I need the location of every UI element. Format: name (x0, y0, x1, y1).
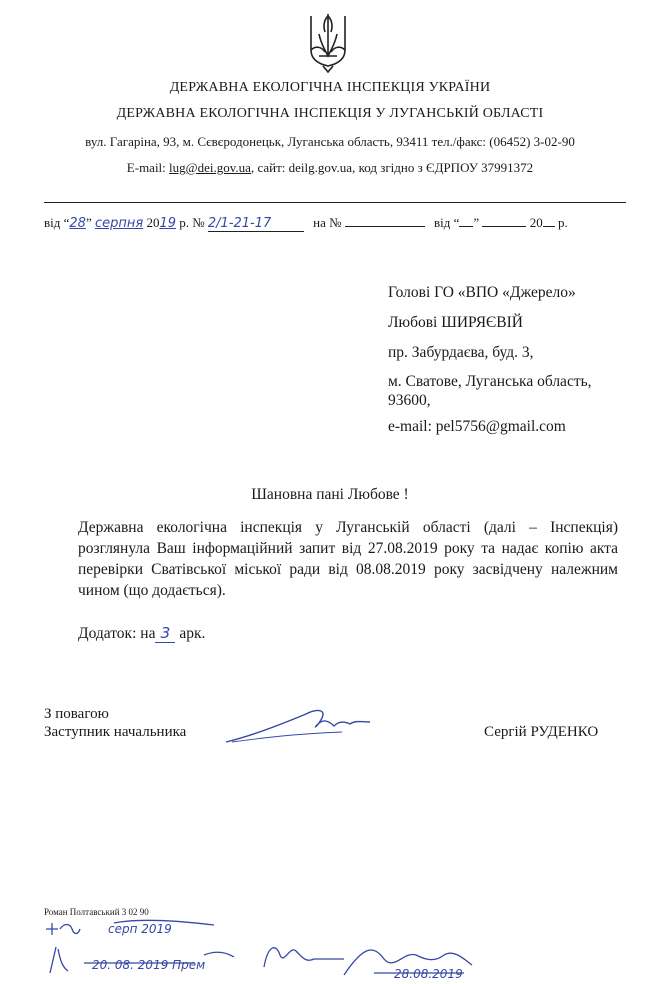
ref-from2-label: від “ (434, 215, 460, 230)
addressee-title: Голові ГО «ВПО «Джерело» (388, 284, 576, 301)
ref-month: серпня (94, 216, 144, 231)
greeting: Шановна пані Любове ! (251, 486, 409, 503)
contacts-suffix: , сайт: deilg.gov.ua, код згідно з ЄДРПОУ 37991372 (250, 160, 534, 175)
svg-text:20. 08. 2019 Прем: 20. 08. 2019 Прем (92, 958, 206, 972)
trident-emblem-icon (305, 10, 351, 76)
ref-from2-day-blank (459, 214, 473, 227)
letterhead-title: ДЕРЖАВНА ЕКОЛОГІЧНА ІНСПЕКЦІЯ УКРАЇНИ (169, 80, 491, 95)
ref-on-label: на № (313, 215, 342, 230)
body-paragraph (78, 517, 618, 601)
attachment-count: 3 (155, 624, 175, 643)
attachment-line (78, 624, 205, 643)
ref-from2-mid: ” (473, 215, 480, 230)
ref-year2-blank (543, 214, 555, 227)
handwritten-registration-marks-icon (44, 915, 604, 981)
letterhead-email-link[interactable]: lug@dei.gov.ua (169, 160, 251, 175)
ref-year-suffix: р. № (175, 215, 205, 230)
signer-position: Заступник начальника (44, 724, 187, 740)
ref-day-close: ” (85, 215, 95, 230)
ref-year: 19 (159, 216, 176, 231)
attachment-label: Додаток: на (78, 625, 156, 642)
reference-line (44, 214, 634, 232)
executor-info: Роман Полтавський 3 02 90 (44, 907, 149, 917)
ref-day: 28 (69, 216, 86, 231)
svg-text:серп 2019: серп 2019 (108, 922, 172, 936)
ref-year2: 20 (529, 215, 543, 230)
ref-year-prefix: 20 (143, 215, 160, 230)
body-text: Державна екологічна інспекція у Луганській області (далі – Інспекція) розглянула Ваш інформаційний запит від 27.08.2019 року та надає копію акта перевірки Сватівської міської ради від 08.08.2019 року засвідчену належним чином (що додається). (78, 519, 618, 599)
addressee-email: e-mail: pel5756@gmail.com (388, 418, 566, 435)
letterhead-contacts (0, 160, 660, 176)
addressee-name: Любові ШИРЯЄВІЙ (388, 314, 523, 331)
ref-from2-month-blank (482, 214, 526, 227)
signer-name: Сергій РУДЕНКО (484, 724, 599, 740)
letterhead-subtitle: ДЕРЖАВНА ЕКОЛОГІЧНА ІНСПЕКЦІЯ У ЛУГАНСЬКІЙ ОБЛАСТІ (116, 106, 544, 121)
addressee-street: пр. Забурдаєва, буд. 3, (388, 344, 534, 361)
ref-from-label: від “ (44, 215, 70, 230)
contacts-prefix: E-mail: (126, 160, 170, 175)
closing-phrase: З повагою (44, 706, 109, 722)
header-divider (44, 202, 626, 203)
addressee-city: м. Сватове, Луганська область, (388, 373, 592, 390)
letterhead-address: вул. Гагаріна, 93, м. Сєвєродонецьк, Луганська область, 93411 тел./факс: (06452) 3-02-90 (85, 134, 575, 149)
svg-text:28.08.2019: 28.08.2019 (394, 967, 463, 981)
ref-number: 2/1-21-17 (208, 216, 304, 232)
attachment-suffix: арк. (175, 625, 206, 642)
ref-on-number-blank (345, 214, 425, 227)
addressee-postcode: 93600, (388, 392, 431, 409)
ref-year2-suffix: р. (554, 215, 568, 230)
handwritten-signature-icon (222, 702, 382, 748)
